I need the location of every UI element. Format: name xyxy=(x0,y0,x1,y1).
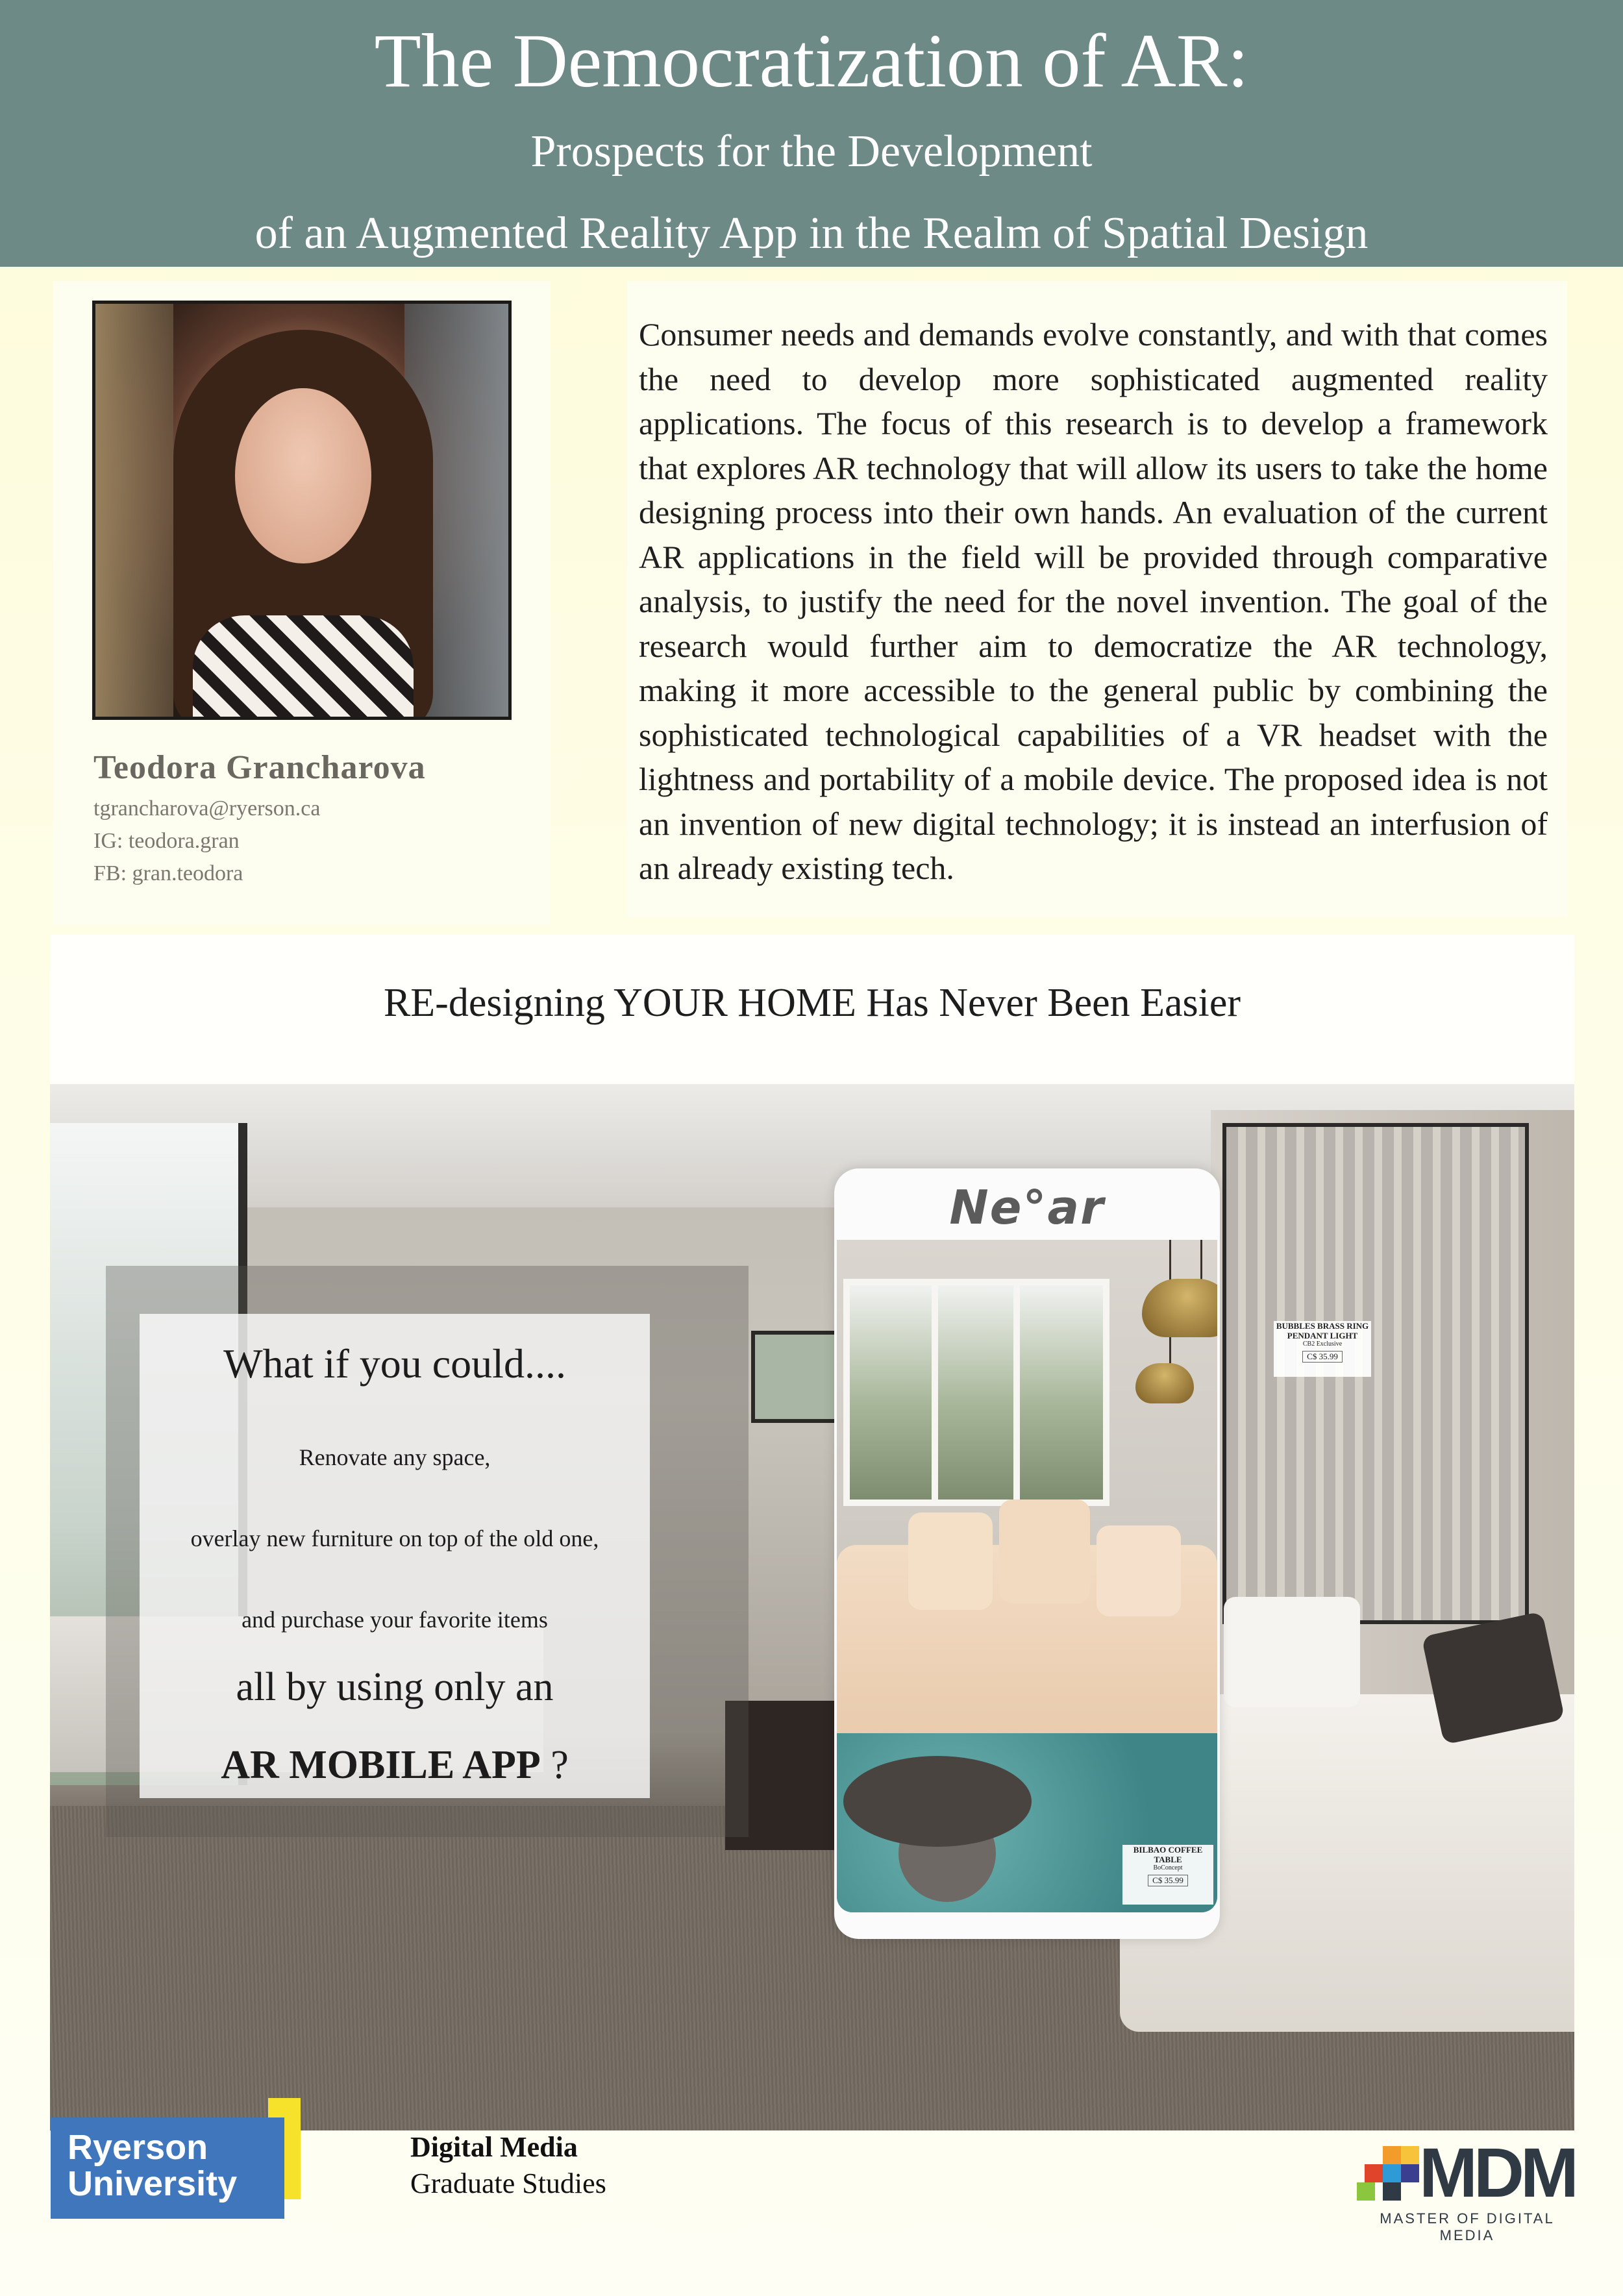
author-facebook: FB: gran.teodora xyxy=(93,861,243,885)
pitch-question: What if you could.... xyxy=(223,1340,566,1387)
abstract-text: Consumer needs and demands evolve constantly, and with that comes the need to develop more sophisticated augmented reality applications. The focus of this research is to develop a framework that explores AR technology that will allow its users to take the home designing process into their own hands. An evaluation of the current AR applications in the field will be provided through comparative analysis, to justify the need for the novel invention. The goal of the research would further aim to democratize the AR technology, making it more accessible to the general public by combining the sophisticated technological capabilities of a VR headset with the lightness and portability of a mobile device. The proposed idea is not an invention of new digital technology; it is instead an interfusion of an already existing tech. xyxy=(639,316,1548,886)
pitch-line-renovate: Renovate any space, xyxy=(299,1444,491,1470)
phone-mockup xyxy=(834,1168,1220,1939)
abstract-panel xyxy=(627,281,1567,917)
pendant-lamp-icon[interactable] xyxy=(1142,1279,1217,1337)
coffee-table-tag-brand: BoConcept xyxy=(1153,1864,1183,1871)
pitch-app-bold: AR MOBILE APP xyxy=(221,1743,541,1787)
pendant-lamp-small-icon[interactable] xyxy=(1135,1363,1194,1403)
department-subtitle: Graduate Studies xyxy=(410,2167,606,2199)
coffee-table-tag-name: BILBAO COFFEE TABLE xyxy=(1133,1845,1203,1864)
ryerson-logo-line1: Ryerson xyxy=(68,2128,208,2167)
pendant-tag-name-l2: PENDANT LIGHT xyxy=(1287,1331,1358,1340)
pendant-light-tag[interactable] xyxy=(1274,1321,1371,1377)
author-instagram: IG: teodora.gran xyxy=(93,829,240,853)
poster-subtitle-line2: of an Augmented Reality App in the Realm of Spatial Design xyxy=(254,208,1369,258)
app-logo: Ne°ar xyxy=(949,1180,1105,1235)
ryerson-logo-line2: University xyxy=(68,2164,238,2203)
living-room-photo xyxy=(50,1084,1574,2130)
mdm-logo-text: MDM xyxy=(1419,2133,1575,2212)
pitch-line-app xyxy=(140,1742,650,1788)
author-portrait xyxy=(92,301,512,720)
pitch-line-purchase: and purchase your favorite items xyxy=(242,1607,548,1633)
tagline-text: RE-designing YOUR HOME Has Never Been Easier xyxy=(383,981,1241,1025)
tagline-banner xyxy=(50,935,1574,1084)
ar-camera-view xyxy=(837,1240,1217,1912)
pitch-card xyxy=(140,1314,650,1798)
coffee-table-price-button[interactable]: C$ 35.99 xyxy=(1148,1875,1188,1886)
pendant-tag-brand: CB2 Exclusive xyxy=(1302,1340,1343,1348)
mdm-logo-subtitle: MASTER OF DIGITAL MEDIA xyxy=(1380,2210,1555,2243)
ryerson-logo xyxy=(51,2117,303,2219)
coffee-table-tag[interactable] xyxy=(1122,1845,1213,1905)
poster-header xyxy=(0,0,1623,267)
pitch-app-suffix: ? xyxy=(540,1743,569,1787)
department-title: Digital Media xyxy=(410,2131,578,2163)
pitch-line-overlay: overlay new furniture on top of the old one, xyxy=(190,1525,599,1551)
author-card xyxy=(53,281,551,925)
pitch-line-using: all by using only an xyxy=(236,1665,554,1709)
author-name: Teodora Grancharova xyxy=(93,749,426,786)
pendant-price-button[interactable]: C$ 35.99 xyxy=(1302,1351,1343,1363)
author-email[interactable]: tgrancharova@ryerson.ca xyxy=(93,796,321,821)
poster-subtitle-line1: Prospects for the Development xyxy=(530,127,1093,177)
pendant-tag-name-l1: BUBBLES BRASS RING xyxy=(1276,1321,1369,1331)
poster-title: The Democratization of AR: xyxy=(374,18,1249,103)
